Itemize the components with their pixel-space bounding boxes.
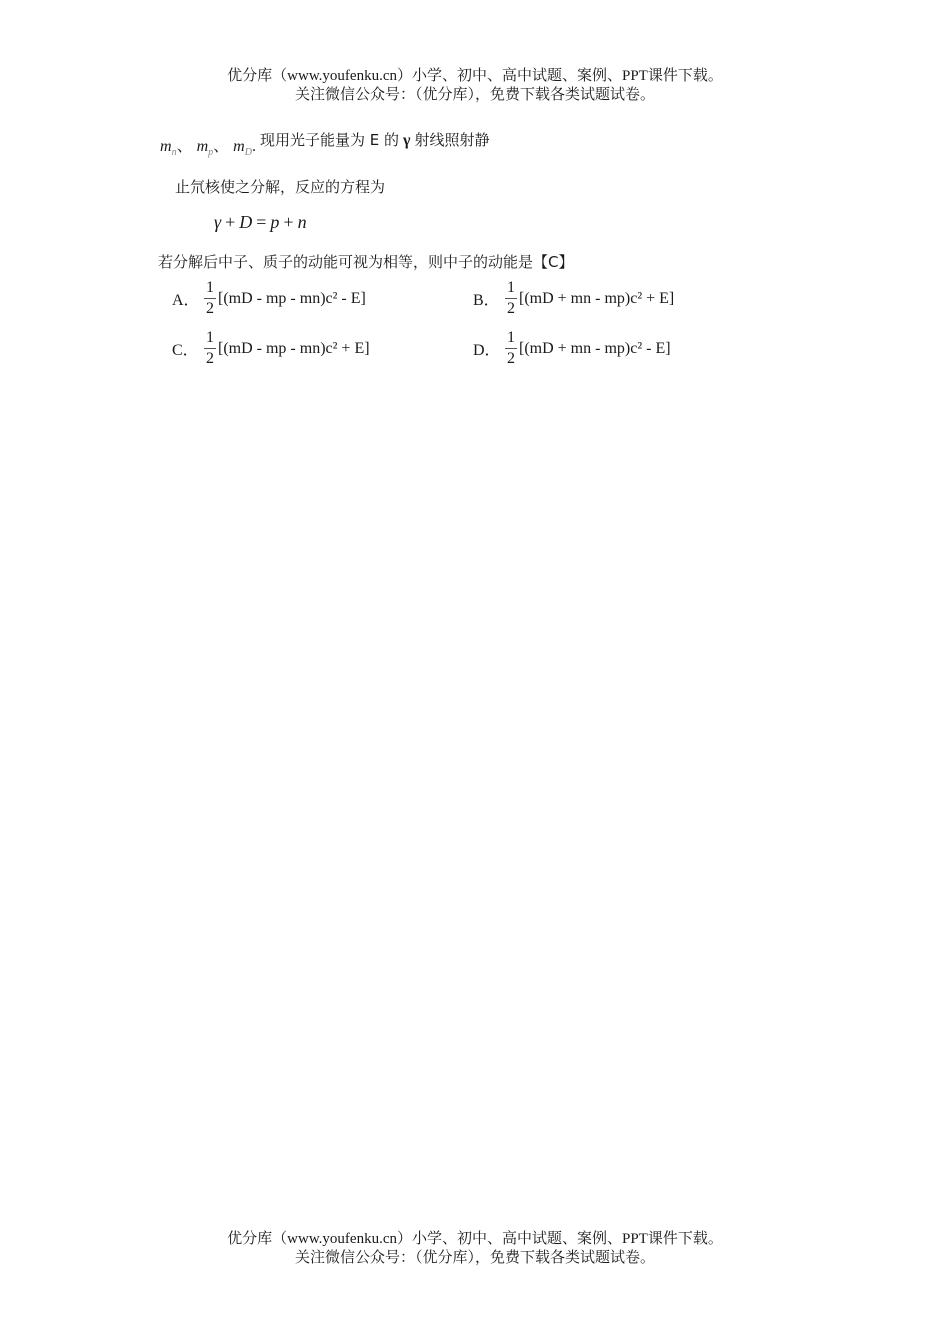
mass-symbol: m bbox=[160, 138, 172, 155]
fraction-half: $\frac{1}{2}$ bbox=[507, 279, 515, 317]
mass-subscript-n: n bbox=[171, 147, 177, 158]
header-line-1: 优分库（www.youfenku.cn）小学、初中、高中试题、案例、PPT课件下载。 bbox=[227, 68, 723, 84]
fraction-half: $\frac{1}{2}$ bbox=[507, 329, 515, 367]
option-b-label: B． bbox=[473, 292, 500, 309]
eq-plus: + bbox=[225, 212, 236, 232]
footer-line-1: 优分库（www.youfenku.cn）小学、初中、高中试题、案例、PPT课件下载。 bbox=[227, 1231, 723, 1247]
question-text-1: 现用光子能量为 E 的 bbox=[259, 131, 399, 149]
option-d-label: D． bbox=[473, 342, 501, 359]
mass-symbol: m bbox=[196, 138, 209, 155]
option-d[interactable] bbox=[473, 328, 671, 369]
eq-equals: = bbox=[256, 212, 267, 232]
question-text-1-tail: 射线照射静 bbox=[414, 131, 490, 149]
option-b[interactable] bbox=[473, 278, 674, 319]
option-a[interactable] bbox=[172, 278, 366, 319]
eq-plus: + bbox=[283, 212, 294, 232]
fraction-half: $\frac{1}{2}$ bbox=[206, 279, 214, 317]
reaction-equation bbox=[214, 212, 307, 233]
gamma-symbol: γ bbox=[402, 132, 411, 149]
header-line-2: 关注微信公众号：（优分库），免费下载各类试题试卷。 bbox=[294, 87, 655, 103]
option-c[interactable] bbox=[172, 328, 370, 369]
separator: 、 bbox=[213, 138, 230, 155]
option-a-expression: [(mD - mp - mn)c² - E] bbox=[218, 289, 366, 307]
option-b-expression: [(mD + mn - mp)c² + E] bbox=[519, 289, 675, 307]
option-c-label: C． bbox=[172, 342, 199, 359]
option-d-expression: [(mD + mn - mp)c² - E] bbox=[519, 339, 671, 357]
fraction-half: $\frac{1}{2}$ bbox=[206, 329, 214, 367]
eq-proton: p bbox=[270, 212, 280, 232]
mass-subscript-p: p bbox=[208, 147, 214, 158]
mass-subscript-D: D bbox=[244, 147, 252, 158]
option-c-expression: [(mD - mp - mn)c² + E] bbox=[218, 339, 370, 357]
option-a-label: A． bbox=[172, 292, 200, 309]
mass-symbol: m bbox=[233, 138, 245, 155]
question-line-1: $m_n$、 $m_p$、 $m_D$. 现用光子能量为 E 的 γ 射线照射静 bbox=[160, 131, 490, 158]
footer-line-2: 关注微信公众号：（优分库），免费下载各类试题试卷。 bbox=[294, 1250, 655, 1266]
eq-neutron: n bbox=[297, 212, 307, 232]
question-prompt: 若分解后中子、质子的动能可视为相等，则中子的动能是【C】 bbox=[158, 253, 574, 271]
question-line-2: 止氘核使之分解，反应的方程为 bbox=[175, 178, 386, 196]
eq-deuteron: D bbox=[239, 212, 253, 232]
separator: 、 bbox=[176, 138, 193, 155]
eq-gamma: γ bbox=[214, 212, 222, 232]
